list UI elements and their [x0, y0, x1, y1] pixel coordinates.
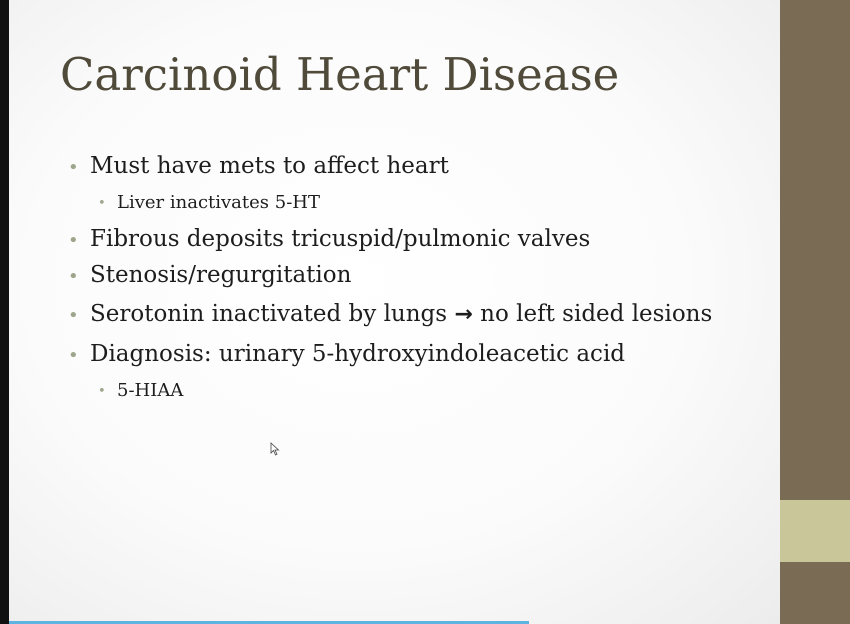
bullet-dot-icon: • [98, 384, 106, 399]
bullet-item [68, 262, 352, 288]
bullet-text-before: Serotonin inactivated by lungs [90, 301, 448, 327]
mouse-pointer-icon [270, 442, 280, 456]
bullet-text: Diagnosis: urinary 5-hydroxyindoleacetic acid [90, 341, 626, 367]
sub-bullet-item [98, 192, 320, 213]
sub-bullet-text: 5-HIAA [117, 380, 184, 401]
bullet-item [68, 301, 713, 327]
bullet-text: Must have mets to affect heart [90, 153, 449, 179]
bullet-text-after: no left sided lesions [480, 301, 713, 327]
right-arrow-icon: → [454, 302, 473, 327]
slide-title: Carcinoid Heart Disease [60, 48, 620, 101]
bullet-text: Stenosis/regurgitation [90, 262, 352, 288]
bullet-dot-icon: • [68, 230, 79, 251]
bullet-dot-icon: • [68, 305, 79, 326]
bullet-dot-icon: • [68, 345, 79, 366]
bullet-dot-icon: • [68, 157, 79, 178]
bullet-item [68, 341, 626, 367]
left-edge-border [0, 0, 9, 624]
bullet-text: Fibrous deposits tricuspid/pulmonic valves [90, 226, 591, 252]
sub-bullet-text: Liver inactivates 5-HT [117, 192, 320, 213]
bullet-item [68, 226, 591, 252]
bullet-dot-icon: • [98, 196, 106, 211]
right-accent-block [780, 500, 850, 562]
sub-bullet-item [98, 380, 184, 401]
bullet-dot-icon: • [68, 266, 79, 287]
bullet-item [68, 153, 449, 179]
